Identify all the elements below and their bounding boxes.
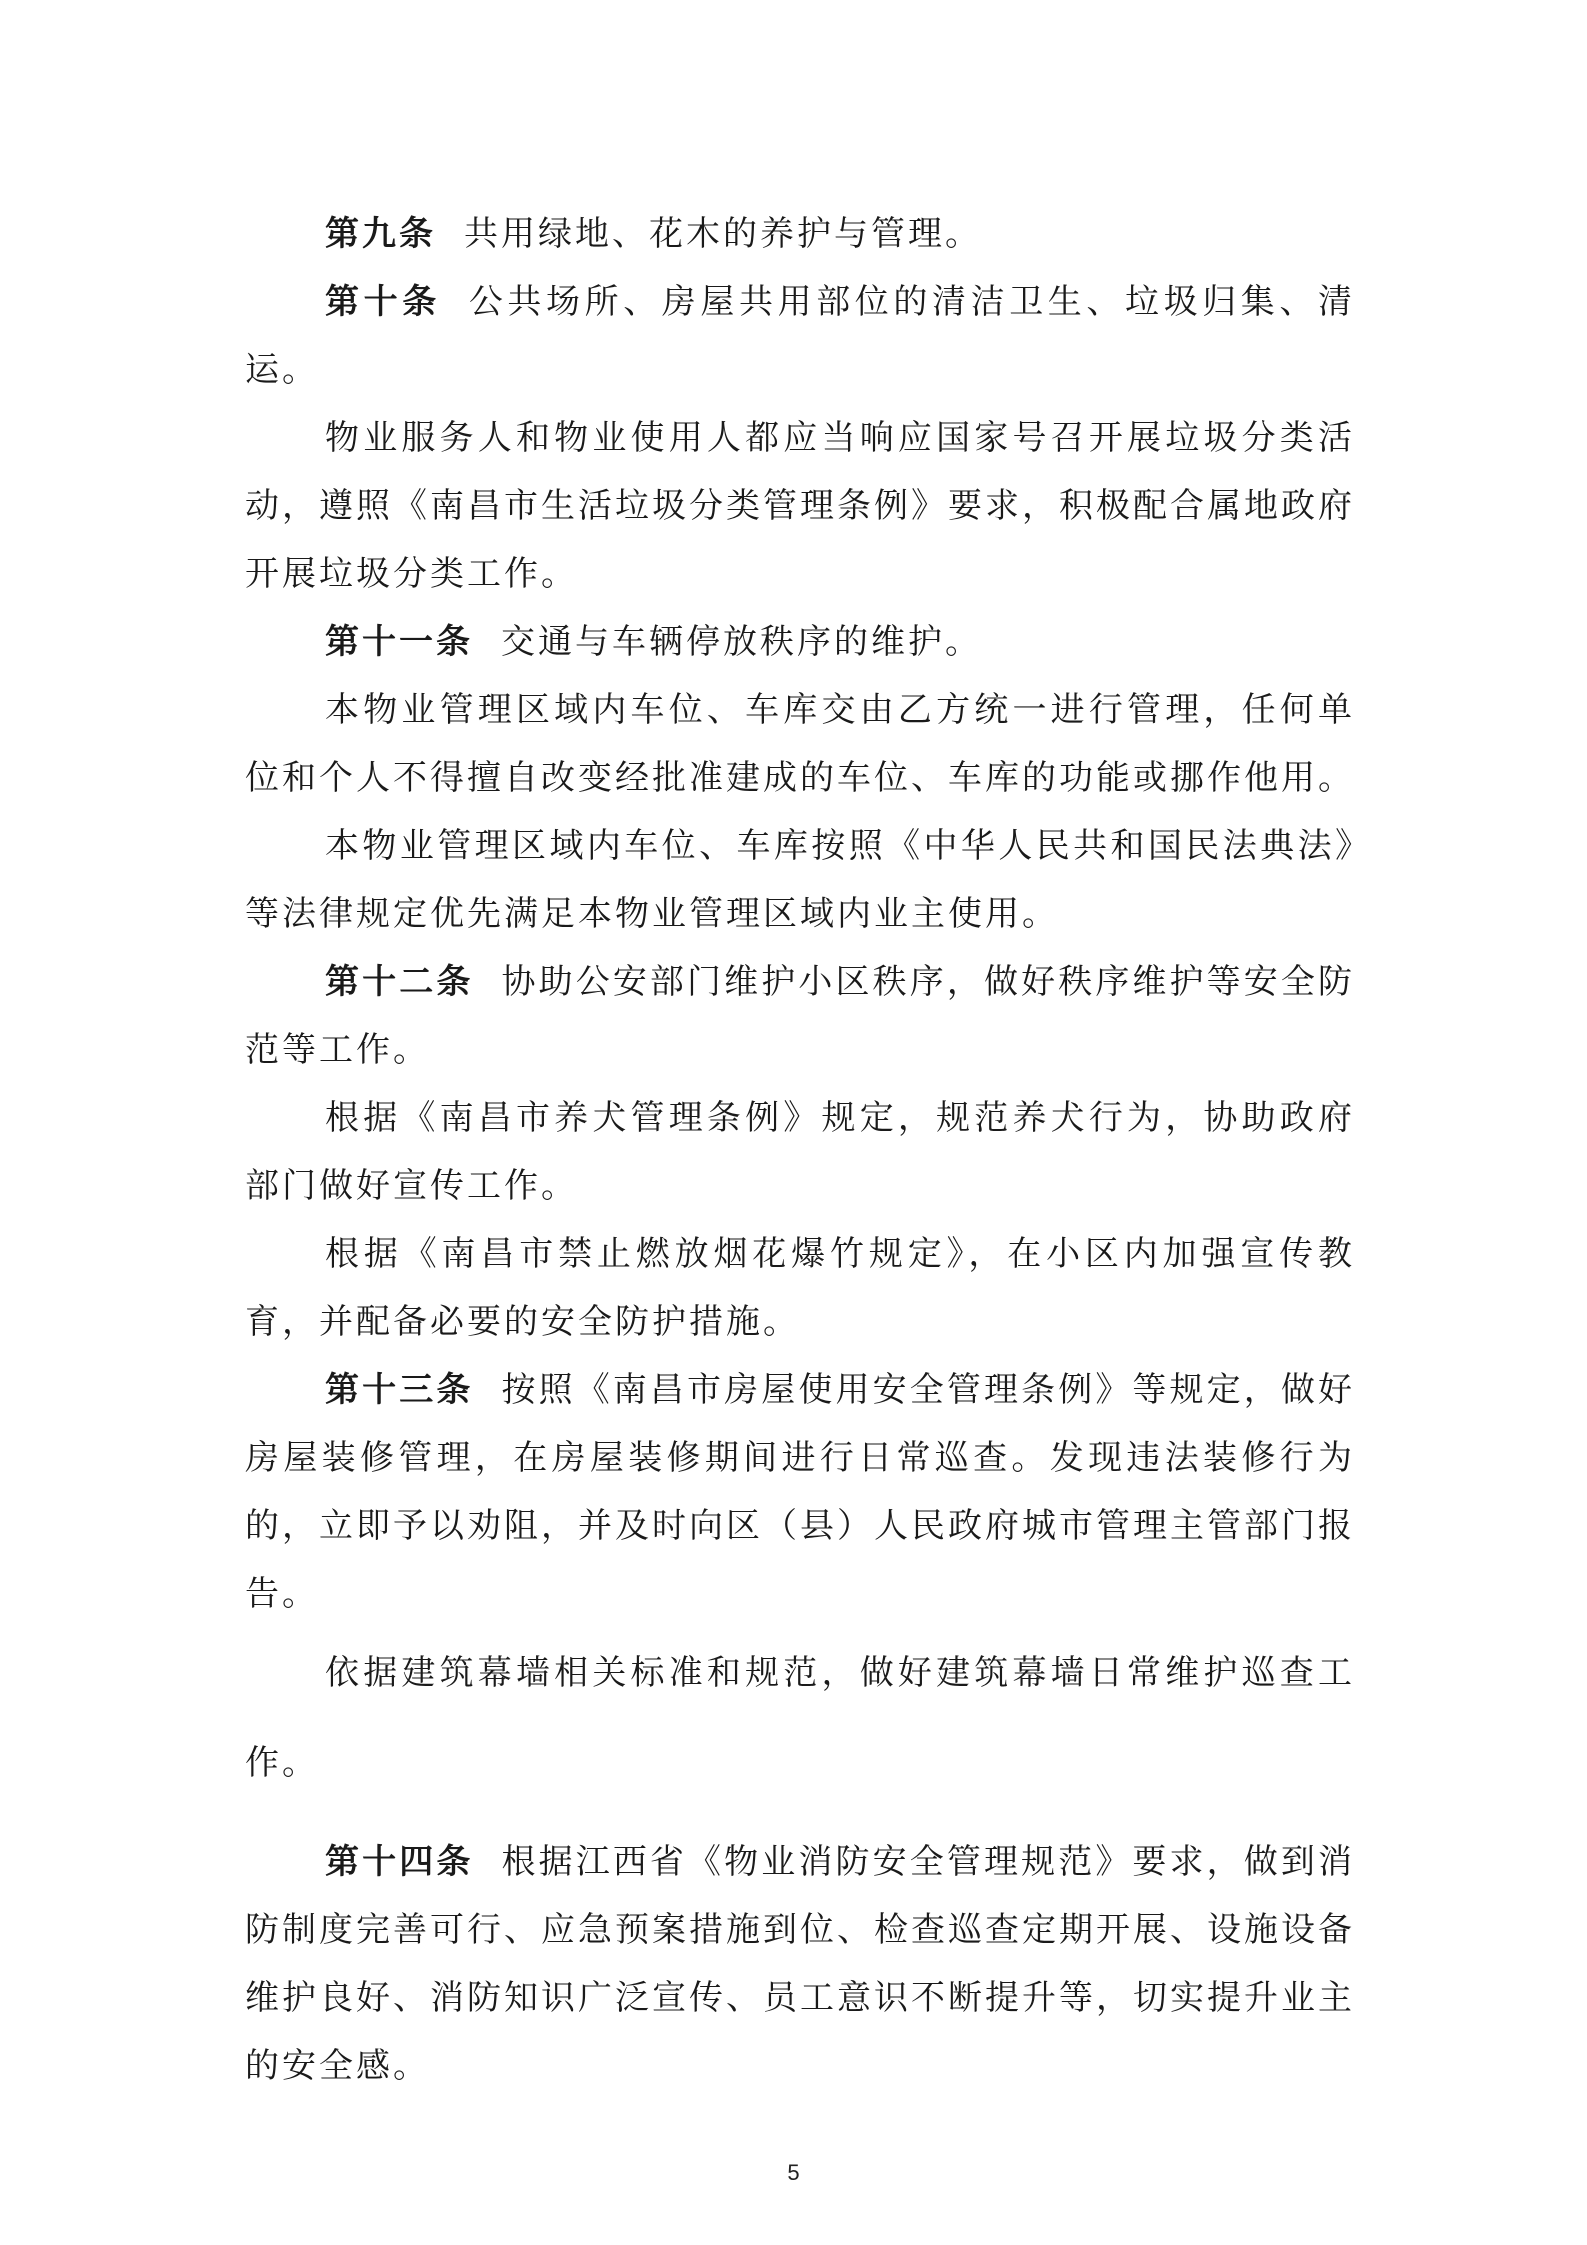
article-heading: 第十二条	[325, 962, 474, 1002]
article-heading: 第十条	[325, 282, 441, 322]
document-body	[245, 200, 1355, 2100]
paragraph-text: 根据江西省《物业消防安全管理规范》要求，做到消防制度完善可行、应急预案措施到位、检查巡查定期开展、设施设备维护良好、消防知识广泛宣传、员工意识不断提升等，切实提升业主的安全感。	[245, 1842, 1356, 2086]
paragraph-text: 协助公安部门维护小区秩序，做好秩序维护等安全防范等工作。	[245, 962, 1356, 1070]
paragraph-article-13	[245, 1356, 1355, 1628]
article-heading: 第九条	[325, 214, 436, 254]
paragraph-text: 共用绿地、花木的养护与管理。	[464, 214, 982, 254]
paragraph-dog-regulation	[245, 1084, 1355, 1220]
paragraph-article-9	[245, 200, 1355, 268]
article-heading: 第十一条	[325, 622, 473, 662]
paragraph-text: 物业服务人和物业使用人都应当响应国家号召开展垃圾分类活动，遵照《南昌市生活垃圾分类管理条例》要求，积极配合属地政府开展垃圾分类工作。	[245, 418, 1355, 594]
paragraph-parking-management	[245, 676, 1355, 812]
paragraph-text: 本物业管理区域内车位、车库按照《中华人民共和国民法典法》等法律规定优先满足本物业管理区域内业主使用。	[245, 826, 1355, 934]
paragraph-article-14	[245, 1828, 1355, 2100]
paragraph-text: 交通与车辆停放秩序的维护。	[501, 622, 982, 662]
paragraph-text: 依据建筑幕墙相关标准和规范，做好建筑幕墙日常维护巡查工作。	[245, 1653, 1355, 1783]
paragraph-article-10	[245, 268, 1355, 404]
paragraph-garbage-sorting	[245, 404, 1355, 608]
paragraph-parking-priority	[245, 812, 1355, 948]
paragraph-article-11	[245, 608, 1355, 676]
article-heading: 第十四条	[325, 1842, 474, 1882]
paragraph-text: 公共场所、房屋共用部位的清洁卫生、垃圾归集、清运。	[245, 282, 1356, 390]
paragraph-text: 根据《南昌市养犬管理条例》规定，规范养犬行为，协助政府部门做好宣传工作。	[245, 1098, 1355, 1206]
article-heading: 第十三条	[325, 1370, 474, 1410]
paragraph-curtain-wall	[245, 1628, 1355, 1808]
paragraph-text: 根据《南昌市禁止燃放烟花爆竹规定》，在小区内加强宣传教育，并配备必要的安全防护措施。	[245, 1234, 1355, 1342]
paragraph-text: 按照《南昌市房屋使用安全管理条例》等规定，做好房屋装修管理，在房屋装修期间进行日常巡查。发现违法装修行为的，立即予以劝阻，并及时向区（县）人民政府城市管理主管部门报告。	[245, 1370, 1356, 1614]
paragraph-article-12	[245, 948, 1355, 1084]
page-number: 5	[787, 2160, 800, 2185]
paragraph-text: 本物业管理区域内车位、车库交由乙方统一进行管理，任何单位和个人不得擅自改变经批准建成的车位、车库的功能或挪作他用。	[245, 690, 1355, 798]
paragraph-fireworks-regulation	[245, 1220, 1355, 1356]
